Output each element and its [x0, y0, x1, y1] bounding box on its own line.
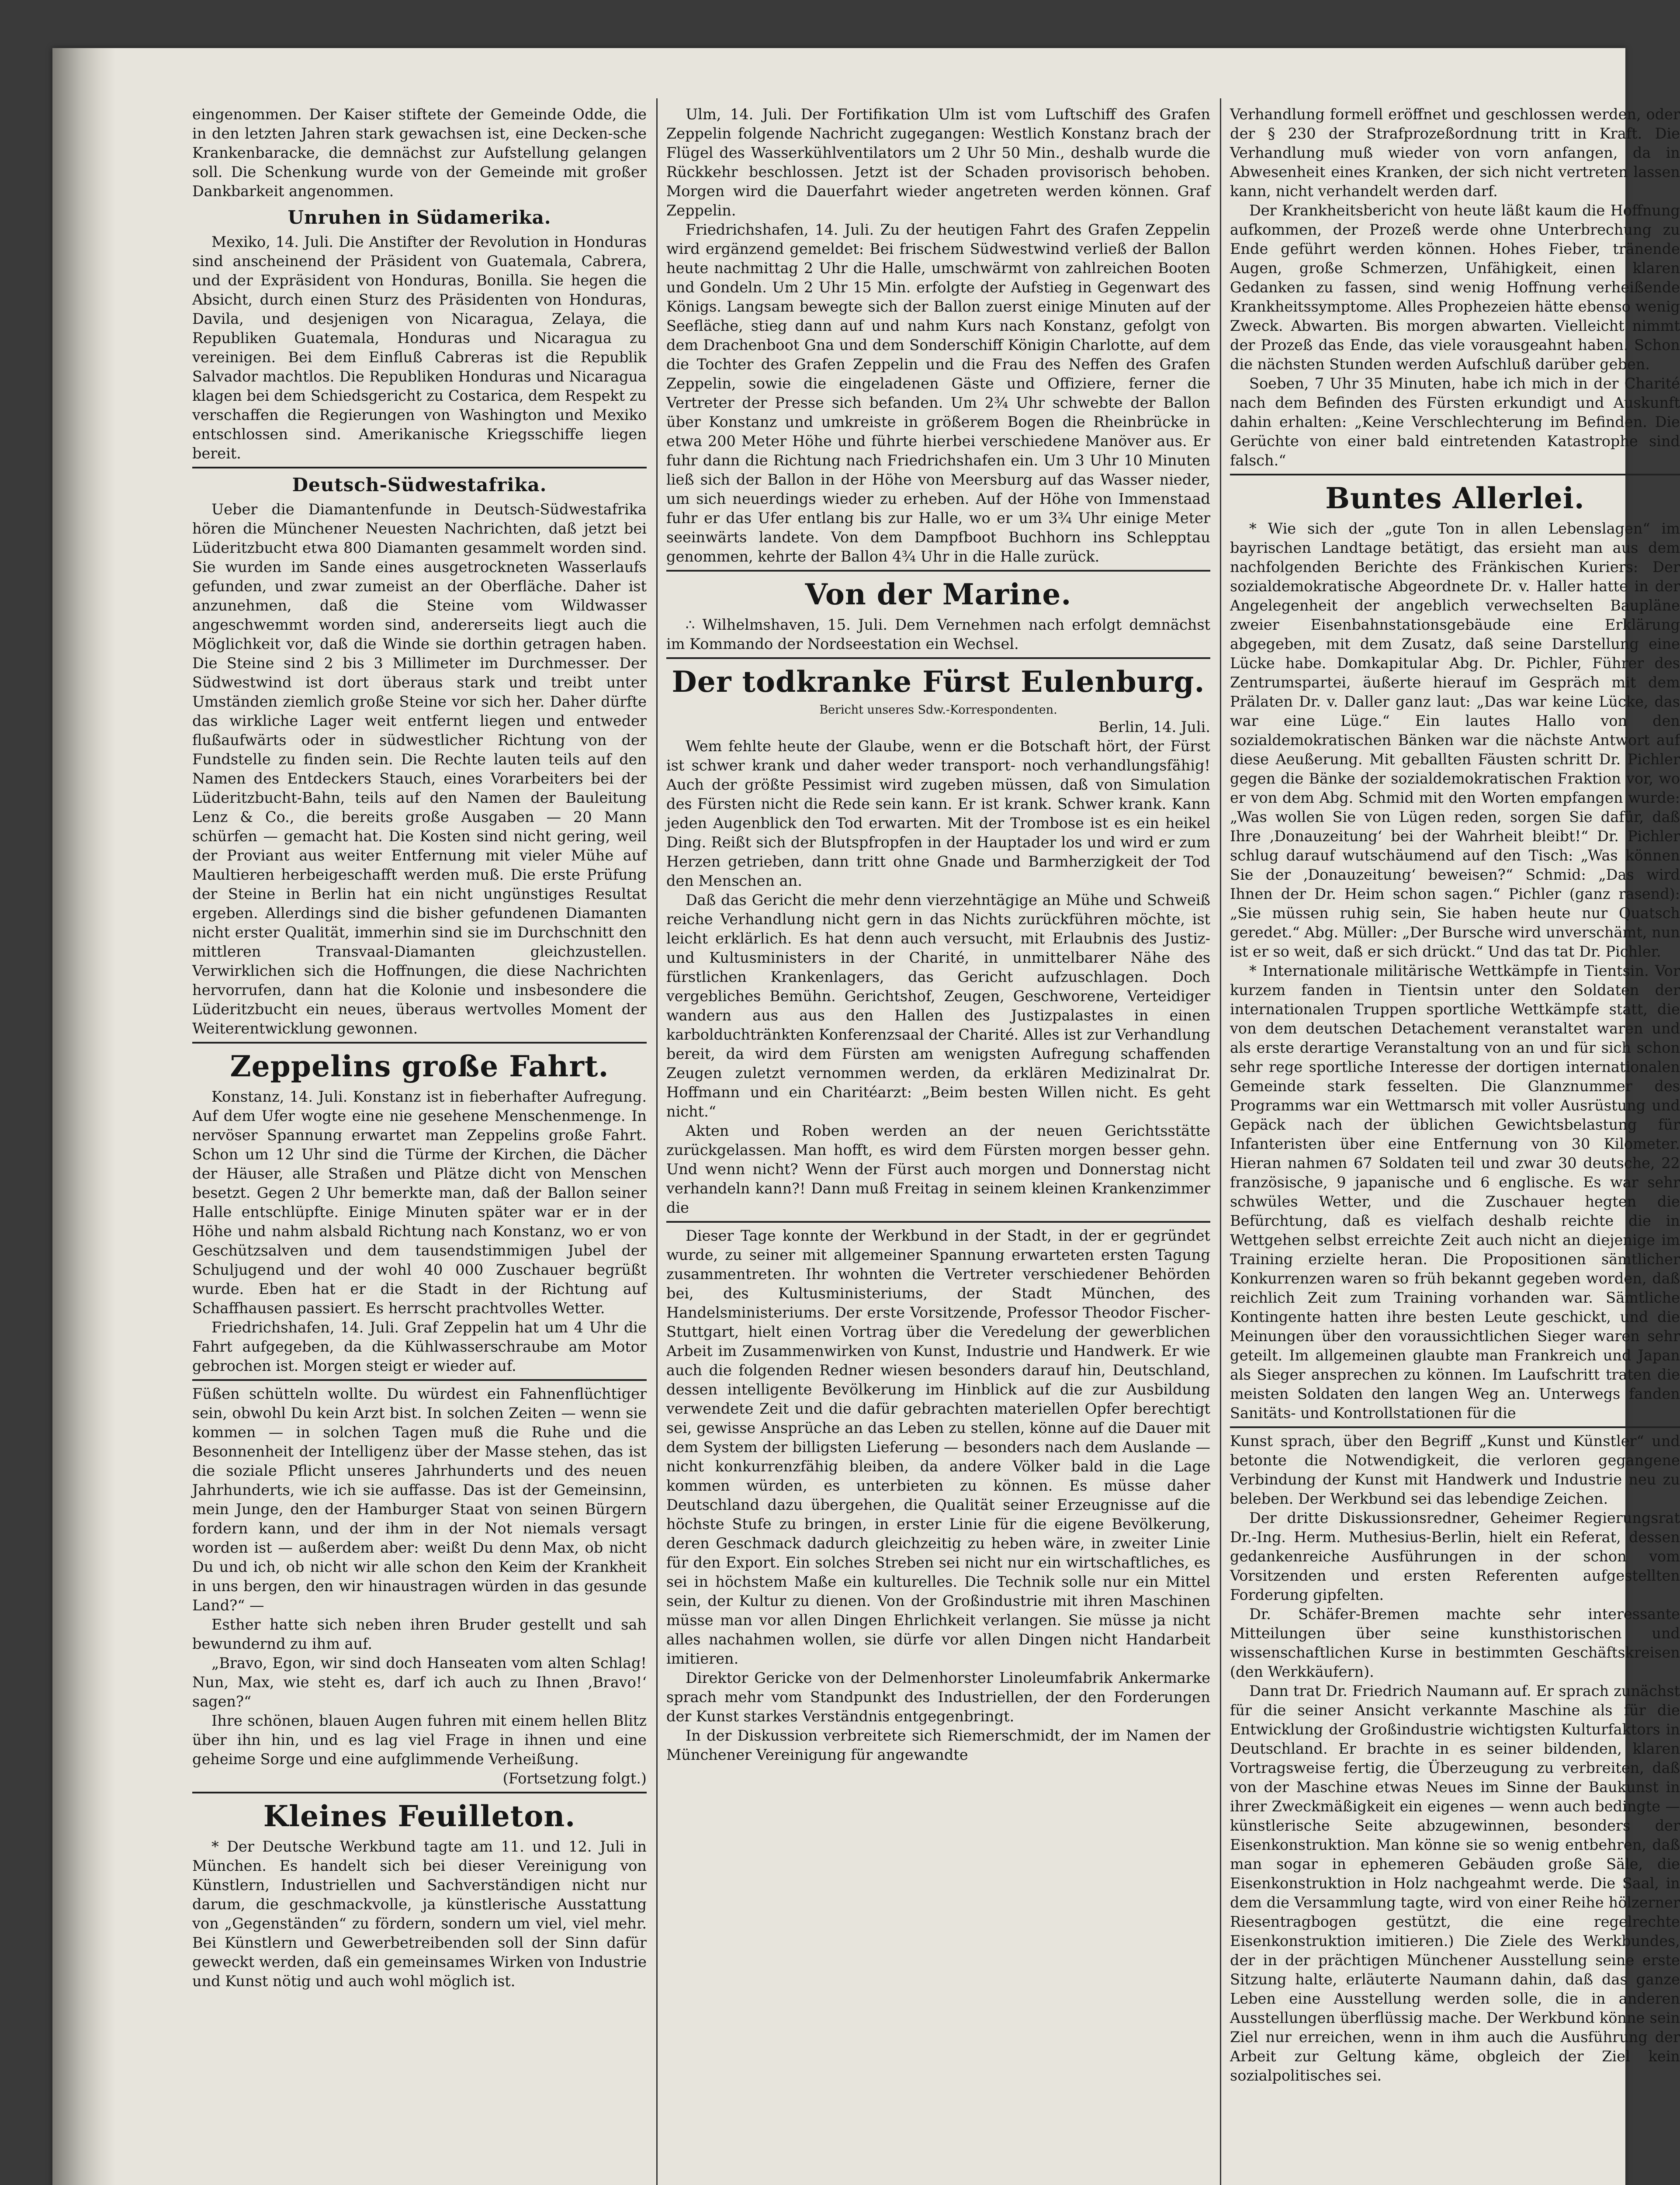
article-paragraph: Mexiko, 14. Juli. Die Anstifter der Revolution in Honduras sind anscheinend der Präsident von Guatemala, Cabrera, und der Expräsident von Honduras, Bonilla. Sie hegen die Absicht, durch einen Sturz des Präsidenten von Honduras, Davila, und desjenigen von Nicaragua, Zelaya, die Republiken Guatemala, Honduras und Nicaragua zu vereinigen. Bei dem Einfluß Cabreras ist die Republik Salvador machtlos. Die Republiken Honduras und Nicaragua klagen bei dem Schiedsgericht zu Costarica, dem Respekt zu verschaffen die Regierungen von Washington und Mexiko entschlossen sind. Amerikanische Kriegsschiffe liegen bereit. — [192, 233, 647, 462]
feuilleton-paragraph: Ihre schönen, blauen Augen fuhren mit einem hellen Blitz über ihn hin, und es lag viel Frage in ihnen und eine geheime Sorge und eine aufglimmende Verheißung. — [192, 1712, 647, 1768]
headline-buntes-allerlei: Buntes Allerlei. — [1325, 481, 1585, 515]
article-paragraph: Direktor Gericke von der Delmenhorster Linoleumfabrik Ankermarke sprach mehr vom Standpunkt des Industriellen, der den Forderungen der Kunst starkes Verständnis entgegenbringt. — [666, 1669, 1210, 1725]
section-rule — [666, 1221, 1210, 1223]
correspondent-note: Bericht unseres Sdw.-Korrespondenten. — [819, 703, 1057, 717]
column-1 — [192, 105, 647, 2185]
column-3 — [1230, 105, 1680, 2185]
headline-eulenburg: Der todkranke Fürst Eulenburg. — [672, 665, 1205, 699]
section-rule — [192, 1042, 647, 1044]
section-rule — [1230, 1426, 1680, 1428]
article-paragraph: In der Diskussion verbreitete sich Riemerschmidt, der im Namen der Münchener Vereinigung für angewandte — [666, 1727, 1210, 1763]
article-paragraph: * Wie sich der „gute Ton in allen Lebenslagen“ im bayrischen Landtage betätigt, das ersieht man aus dem nachfolgenden Berichte des Fränkischen Kuriers: Der sozialdemokratische Abgeordnete Dr. v. Haller hatte in der Angelegenheit der angeblich verwechselten Baupläne zweier Eisenbahnstationsgebäude eine Erklärung abgegeben, mit dem Zusatz, daß seine Darstellung eine Lücke habe. Domkapitular Abg. Dr. Pichler, Führer des Zentrumspartei, äußerte hierauf im Gespräch mit dem Prälaten Dr. v. Daller ganz laut: „Das war keine Lücke, das war eine Lüge.“ Ein lautes Hallo von den sozialdemokratischen Bänken war die nächste Antwort auf diese Aeußerung. Mit geballten Fäusten schritt Dr. Pichler gegen die Bänke der sozialdemokratischen Fraktion vor, wo er von dem Abg. Schmid mit den Worten empfangen wurde: „Was wollen Sie von Lügen reden, sorgen Sie dafür, daß Ihre ‚Donauzeitung‘ bei der Wahrheit bleibt!“ Dr. Pichler schlug darauf wutschäumend auf den Tisch: „Was können Sie der ‚Donauzeitung‘ beweisen?“ Schmid: „Das wird Ihnen der Dr. Heim schon sagen.“ Pichler (ganz rasend): „Sie müssen ruhig sein, Sie haben heute nur Quatsch geredet.“ Abg. Müller: „Der Bursche wird unverschämt, nun ist er so weit, daß er sich drückt.“ Und das tat Dr. Pichler. — [1230, 520, 1680, 960]
article-paragraph: Friedrichshafen, 14. Juli. Zu der heutigen Fahrt des Grafen Zeppelin wird ergänzend gemeldet: Bei frischem Südwestwind verließ der Ballon heute nachmittag 2 Uhr die Halle, umschwärmt von zahlreichen Booten und Gondeln. Um 2 Uhr 15 Min. erfolgte der Aufstieg in Gegenwart des Königs. Langsam bewegte sich der Ballon zuerst einige Minuten auf der Seefläche, stieg dann auf und nahm Kurs nach Konstanz, gefolgt von dem Drachenboot Gna und dem Sonderschiff Königin Charlotte, auf dem die Tochter des Grafen Zeppelin und die Frau des Neffen des Grafen Zeppelin, sowie die eingeladenen Gäste und Offiziere, ferner die Vertreter der Presse sich befanden. Um 2¾ Uhr schwebte der Ballon über Konstanz und umkreiste in größerem Bogen die Rheinbrücke in etwa 200 Meter Höhe und führte hierbei verschiedene Manöver aus. Er fuhr dann die Richtung nach Friedrichshafen ein. Um 3 Uhr 10 Minuten ließ sich der Ballon in der Höhe von Meersburg auf das Wasser nieder, um sich neuerdings wieder zu erheben. Auf der Höhe von Immenstaad fuhr er das Ufer entlang bis zur Halle, wo er um 3¾ Uhr einige Meter seeinwärts landete. Von dem Dampfboot Buchhorn ins Schlepptau genommen, kehrte der Ballon 4¾ Uhr in die Halle zurück. — [666, 221, 1210, 565]
headline-deutsch-suedwestafrika: Deutsch-Südwestafrika. — [292, 474, 547, 496]
section-rule — [1230, 474, 1680, 475]
article-paragraph: Dieser Tage konnte der Werkbund in der Stadt, in der er gegründet wurde, zu seiner mit allgemeiner Spannung erwarteten ersten Tagung zusammentreten. Ihr wohnten die Vertreter verschiedener Behörden bei, des Kultusministeriums, der Stadt München, des Handelsministeriums. Der erste Vorsitzende, Professor Theodor Fischer-Stuttgart, hielt einen Vortrag über die Veredelung der gewerblichen Arbeit im Zusammenwirken von Kunst, Industrie und Handwerk. Er wie auch die folgenden Redner wiesen besonders darauf hin, Deutschland, dessen intelligente Bevölkerung im Hinblick auf die zur Ausbildung verwendete Zeit und die dafür gebrachten materiellen Opfer berechtigt sei, gewisse Ansprüche an das Leben zu stellen, könne auf die Dauer mit dem System der billigsten Lieferung — besonders nach dem Auslande — nicht konkurrenzfähig bleiben, da andere Völker bald in die Lage kommen würden, es unterbieten zu können. Es müsse daher Deutschland dazu übergehen, die Qualität seiner Erzeugnisse auf die höchste Stufe zu bringen, in erster Linie für die eigene Bevölkerung, deren Geschmack dadurch gleichzeitig zu heben wäre, in zweiter Linie für den Export. Ein solches Streben sei nicht nur ein wirtschaftliches, es sei in höchstem Maße ein kulturelles. Die Technik solle nur ein Mittel sein, der Kultur zu dienen. Von der Großindustrie mit ihren Maschinen müsse man vor allen Dingen Ehrlichkeit verlangen. Sie müsse ja nicht alles nachahmen wollen, sie dürfe vor allen Dingen nicht Handarbeit imitieren. — [666, 1227, 1210, 1667]
article-paragraph: Dr. Schäfer-Bremen machte sehr interessante Mitteilungen über seine kunsthistorischen und wissenschaftlichen Kurse in bestimmten Geschäftskreisen (den Werkkäufern). — [1230, 1606, 1680, 1680]
article-paragraph: Der dritte Diskussionsredner, Geheimer Regierungsrat Dr.-Ing. Herm. Muthesius-Berlin, hielt ein Referat, dessen gedankenreiche Ausführungen in der schon vom Vorsitzenden und ersten Referenten aufgestellten Forderung gipfelten. — [1230, 1509, 1680, 1603]
article-paragraph: Soeben, 7 Uhr 35 Minuten, habe ich mich in der Charité nach dem Befinden des Fürsten erkundigt und Auskunft dahin erhalten: „Keine Verschlechterung im Befinden. Die Gerüchte von einer bald eintretenden Katastrophe sind falsch.“ — [1230, 375, 1680, 469]
feuilleton-paragraph: „Bravo, Egon, wir sind doch Hanseaten vom alten Schlag! Nun, Max, wie steht es, darf ich auch zu Ihnen ‚Bravo!‘ sagen?“ — [192, 1654, 647, 1710]
headline-zeppelin: Zeppelins große Fahrt. — [230, 1049, 609, 1083]
article-paragraph: Wem fehlte heute der Glaube, wenn er die Botschaft hört, der Fürst ist schwer krank und daher weder transport- noch verhandlungsfähig! Auch der größte Pessimist wird zugeben müssen, daß von Simulation des Fürsten nicht die Rede sein kann. Er ist krank. Schwer krank. Kann jeden Augenblick den Tod erwarten. Mit der Trombose ist es ein heikel Ding. Reißt sich der Blutspfropfen in der Hauptader los und wird er zum Herzen getrieben, dann tritt ohne Gnade und Barmherzigkeit der Tod den Menschen an. — [666, 738, 1210, 889]
article-paragraph: Verhandlung formell eröffnet und geschlossen werden, oder der § 230 der Strafprozeßordnung tritt in Kraft. Die Verhandlung muß wieder von vorn anfangen, da in Abwesenheit eines Kranken, der sich nicht vertreten lassen kann, nicht verhandelt werden darf. — [1230, 106, 1680, 200]
article-paragraph: Friedrichshafen, 14. Juli. Graf Zeppelin hat um 4 Uhr die Fahrt aufgegeben, da die Kühlwasserschraube am Motor gebrochen ist. Morgen steigt er wieder auf. — [192, 1319, 647, 1374]
article-paragraph: Dann trat Dr. Friedrich Naumann auf. Er sprach zunächst für die seiner Ansicht verkannte Maschine als für die Entwicklung der Großindustrie wichtigsten Kulturfaktors in Deutschland. Er brachte in es seiner bildenden, klaren Vortragsweise fertig, die Überzeugung zu verbreiten, daß von der Maschine etwas Neues im Sinne der Baukunst in ihrer Zweckmäßigkeit ein eigenes — wenn auch bedingte — künstlerische Seite abzugewinnen, besonders der Eisenkonstruktion. Man könne sie so wenig entbehren, daß man sogar in ephemeren Gebäuden große Säle, die Eisenkonstruktion in Holz nachgeahmt werde. Die Saal, in dem die Versammlung tagte, wird von einer Reihe hölzerner Riesentragbogen gestützt, die eine regelrechte Eisenkonstruktion imitieren.) Die Ziele des Werkbundes, der in der prächtigen Münchener Ausstellung seine erste Sitzung halte, erläuterte Naumann dahin, daß das ganze Leben eine Ausstellung werden solle, die in anderen Ausstellungen überflüssig mache. Der Werkbund könne sein Ziel nur erreichen, wenn in ihm auch die Ausführung der Arbeit zur Geltung käme, obgleich der Ziel kein sozialpolitisches sei. — [1230, 1682, 1680, 2084]
headline-unruhen: Unruhen in Südamerika. — [288, 207, 551, 228]
section-rule — [192, 1792, 647, 1793]
dateline: Berlin, 14. Juli. — [1098, 718, 1210, 735]
section-rule — [192, 467, 647, 468]
article-paragraph: Akten und Roben werden an der neuen Gerichtsstätte zurückgelassen. Man hofft, es wird dem Fürsten morgen besser gehn. Und wenn nicht? Wenn der Fürst auch morgen und Donnerstag nicht verhandeln kann?! Dann muß Freitag in seinem kleinen Krankenzimmer die — [666, 1122, 1210, 1216]
feuilleton-paragraph: Füßen schütteln wollte. Du würdest ein Fahnenflüchtiger sein, obwohl Du kein Arzt bist. In solchen Zeiten — wenn sie kommen — in solchen Tagen muß die Ruhe und die Besonnenheit der Intelligenz über der Masse stehen, das ist die soziale Pflicht unseres Jahrhunderts und des neuen Jahrhunderts, wie ich sie auffasse. Das ist der Gemeinsinn, mein Junge, den der Hamburger Staat von seinen Bürgern fordern kann, und der ihm in der Not niemals versagt worden ist — außerdem aber: weißt Du denn Max, ob nicht Du und ich, ob nicht wir alle schon den Keim der Krankheit in uns bergen, den wir hinaustragen würden in das gesunde Land?“ — — [192, 1385, 647, 1614]
feuilleton-paragraph: Esther hatte sich neben ihren Bruder gestellt und sah bewundernd zu ihm auf. — [192, 1616, 647, 1652]
article-paragraph: Daß das Gericht die mehr denn vierzehntägige an Mühe und Schweiß reiche Verhandlung nicht gern in das Nichts zurückführen möchte, ist leicht erklärlich. Es hat denn auch versucht, mit Erlaubnis des Justiz- und Kultusministers in der Charité, in unmittelbarer Nähe des fürstlichen Krankenlagers, das Gericht aufzuschlagen. Doch vergebliches Bemühn. Gerichtshof, Zeugen, Geschworene, Verteidiger wandern aus aus den Hallen des Justizpalastes in einen karbolduchtränkten Konferenzsaal der Charité. Alles ist zur Verhandlung bereit, da wird dem Fürsten am wenigsten Aufregung schaffenden Zeugen zuletzt vernommen werden, da erklären Medizinalrat Dr. Hoffmann und ein Charitéarzt: „Beim besten Willen nicht. Es geht nicht.“ — [666, 891, 1210, 1120]
section-rule — [192, 1379, 647, 1381]
book-binding — [52, 48, 116, 2185]
article-paragraph: Kunst sprach, über den Begriff „Kunst und Künstler“ und betonte die Notwendigkeit, die verloren gegangene Verbindung der Kunst mit Handwerk und Industrie neu zu beleben. Der Werkbund sei das lebendige Zeichen. — [1230, 1432, 1680, 1507]
column-2 — [666, 105, 1210, 2185]
article-paragraph: Ueber die Diamantenfunde in Deutsch-Südwestafrika hören die Münchener Neuesten Nachrichten, daß jetzt bei Lüderitzbucht etwa 800 Diamanten gesammelt worden sind. Sie wurden im Sande eines ausgetrockneten Wasserlaufs gefunden, und zwar zumeist an der Oberfläche. Daher ist anzunehmen, daß die Steine vom Wildwasser angeschwemmt worden sind, andererseits liegt auch die Möglichkeit vor, daß die Winde sie dorthin getragen haben. Die Steine sind 2 bis 3 Millimeter im Durchmesser. Der Südwestwind ist dort überaus stark und treibt unter Umständen ziemlich große Steine vor sich her. Daher dürfte das wirkliche Lager weit entfernt liegen und entweder flußaufwärts oder in südwestlicher Richtung von der Fundstelle zu finden sein. Die Rechte lauten teils auf den Namen des Entdeckers Stauch, eines Vorarbeiters bei der Lüderitzbucht-Bahn, teils auf den Namen der Bauleitung Lenz & Co., die bereits große Ausgaben — 20 Mann schürfen — gemacht hat. Die Kosten sind nicht gering, weil der Proviant aus weiter Entfernung mit vieler Mühe auf Maultieren herbeigeschafft werden muß. Die erste Prüfung der Steine in Berlin hat ein nicht ungünstiges Resultat ergeben. Allerdings sind die bisher gefundenen Diamanten nicht erster Qualität, immerhin sind sie im Durchschnitt den mittleren Transvaal-Diamanten gleichzustellen. Verwirklichen sich die Hoffnungen, die diese Nachrichten hervorrufen, dann hat die Kolonie und insbesondere die Lüderitzbucht ein neues, überaus wertvolles Moment der Weiterentwicklung gewonnen. — [192, 501, 647, 1037]
article-paragraph: * Internationale militärische Wettkämpfe in Tientsin. Vor kurzem fanden in Tientsin unter den Soldaten der internationalen Truppen sportliche Wettkämpfe statt, die von dem deutschen Detachement veranstaltet waren und als erste derartige Veranstaltung von an und für sich schon sehr rege sportliche Interesse der dortigen internationalen Gemeinde stark fesselten. Die Glanznummer des Programms war ein Wettmarsch mit voller Ausrüstung und Gepäck nach der üblichen Gewichtsbelastung für Infanteristen über eine Entfernung von 30 Kilometer. Hieran nahmen 67 Soldaten teil und zwar 30 deutsche, 22 französische, 9 japanische und 6 englische. Es war sehr schwüles Wetter, und die Zuschauer hegten die Befürchtung, daß es vielfach deshalb reichte die in Wettgehen selbst erreichte Zeit auch nicht an diejenige im Training erzielte heran. Die Propositionen sämtlicher Konkurrenzen waren so früh bekannt gegeben worden, daß reichlich Zeit zum Training vorhanden war. Sämtliche Kontingente hatten ihre besten Leute geschickt, und die Meinungen über den voraussichtlichen Sieger waren sehr geteilt. Im allgemeinen glaubte man Frankreich und Japan als Sieger ansprechen zu können. Im Laufschritt traten die meisten Soldaten den langen Weg an. Unterwegs fanden Sanitäts- und Kontrollstationen für die — [1230, 962, 1680, 1422]
article-paragraph: Ulm, 14. Juli. Der Fortifikation Ulm ist vom Luftschiff des Grafen Zeppelin folgende Nachricht zugegangen: Westlich Konstanz brach der Flügel des Wasserkühlventilators um 2 Uhr 50 Min., deshalb wurde die Rückkehr beschlossen. Jetzt ist der Schaden provisorisch behoben. Morgen wird die Dauerfahrt wieder angetreten werden können. Graf Zeppelin. — [666, 106, 1210, 219]
article-paragraph: * Der Deutsche Werkbund tagte am 11. und 12. Juli in München. Es handelt sich bei dieser Vereinigung von Künstlern, Industriellen und Sachverständigen nicht nur darum, die geschmackvolle, ja künstlerische Ausstattung von „Gegenständen“ zu fördern, sondern um viel, viel mehr. Bei Künstlern und Gewerbetreibenden soll der Sinn dafür geweckt werden, daß ein gemeinsames Wirken von Industrie und Kunst nötig und auch wohl möglich ist. — [192, 1838, 647, 1990]
section-rule — [666, 570, 1210, 572]
article-paragraph: eingenommen. Der Kaiser stiftete der Gemeinde Odde, die in den letzten Jahren stark gewachsen ist, eine Decken-sche Krankenbaracke, die demnächst zur Aufstellung gelangen soll. Die Schenkung wurde von der Gemeinde mit großer Dankbarkeit angenommen. — [192, 106, 647, 200]
column-divider — [1220, 98, 1221, 2185]
headline-kleines-feuilleton: Kleines Feuilleton. — [263, 1799, 576, 1833]
continuation-note: (Fortsetzung folgt.) — [502, 1770, 647, 1787]
article-paragraph: Konstanz, 14. Juli. Konstanz ist in fieberhafter Aufregung. Auf dem Ufer wogte eine nie gesehene Menschenmenge. In nervöser Spannung erwartet man Zeppelins große Fahrt. Schon um 12 Uhr sind die Türme der Kirchen, die Dächer der Häuser, alle Straßen und Plätze dicht von Menschen besetzt. Gegen 2 Uhr bemerkte man, daß der Ballon seiner Halle entschlüpfte. Einige Minuten später war er in der Höhe und nahm alsbald Richtung nach Konstanz, wo er von Geschützsalven und dem tausendstimmigen Jubel der Schuljugend und der wohl 40 000 Zuschauer begrüßt wurde. Eben hat er die Stadt in der Richtung auf Schaffhausen passiert. Es herrscht prachtvolles Wetter. — [192, 1088, 647, 1317]
section-rule — [666, 657, 1210, 659]
article-paragraph: ∴ Wilhelmshaven, 15. Juli. Dem Vernehmen nach erfolgt demnächst im Kommando der Nordseestation ein Wechsel. — [666, 616, 1210, 652]
column-divider — [656, 98, 658, 2185]
headline-von-der-marine: Von der Marine. — [805, 577, 1072, 611]
newspaper-page — [52, 48, 1680, 2185]
article-paragraph: Der Krankheitsbericht von heute läßt kaum die Hoffnung aufkommen, der Prozeß werde ohne Unterbrechung zu Ende geführt werden können. Hohes Fieber, tränende Augen, große Schmerzen, Unfähigkeit, einen klaren Gedanken zu fassen, sind wenig Hoffnung verheißende Krankheitssymptome. Alles Prophezeien hätte ebenso wenig Zweck. Abwarten. Bis morgen abwarten. Vielleicht nimmt der Prozeß das Ende, das viele vorausgeahnt haben. Schon die nächsten Stunden werden Aufschluß darüber geben. — [1230, 202, 1680, 373]
